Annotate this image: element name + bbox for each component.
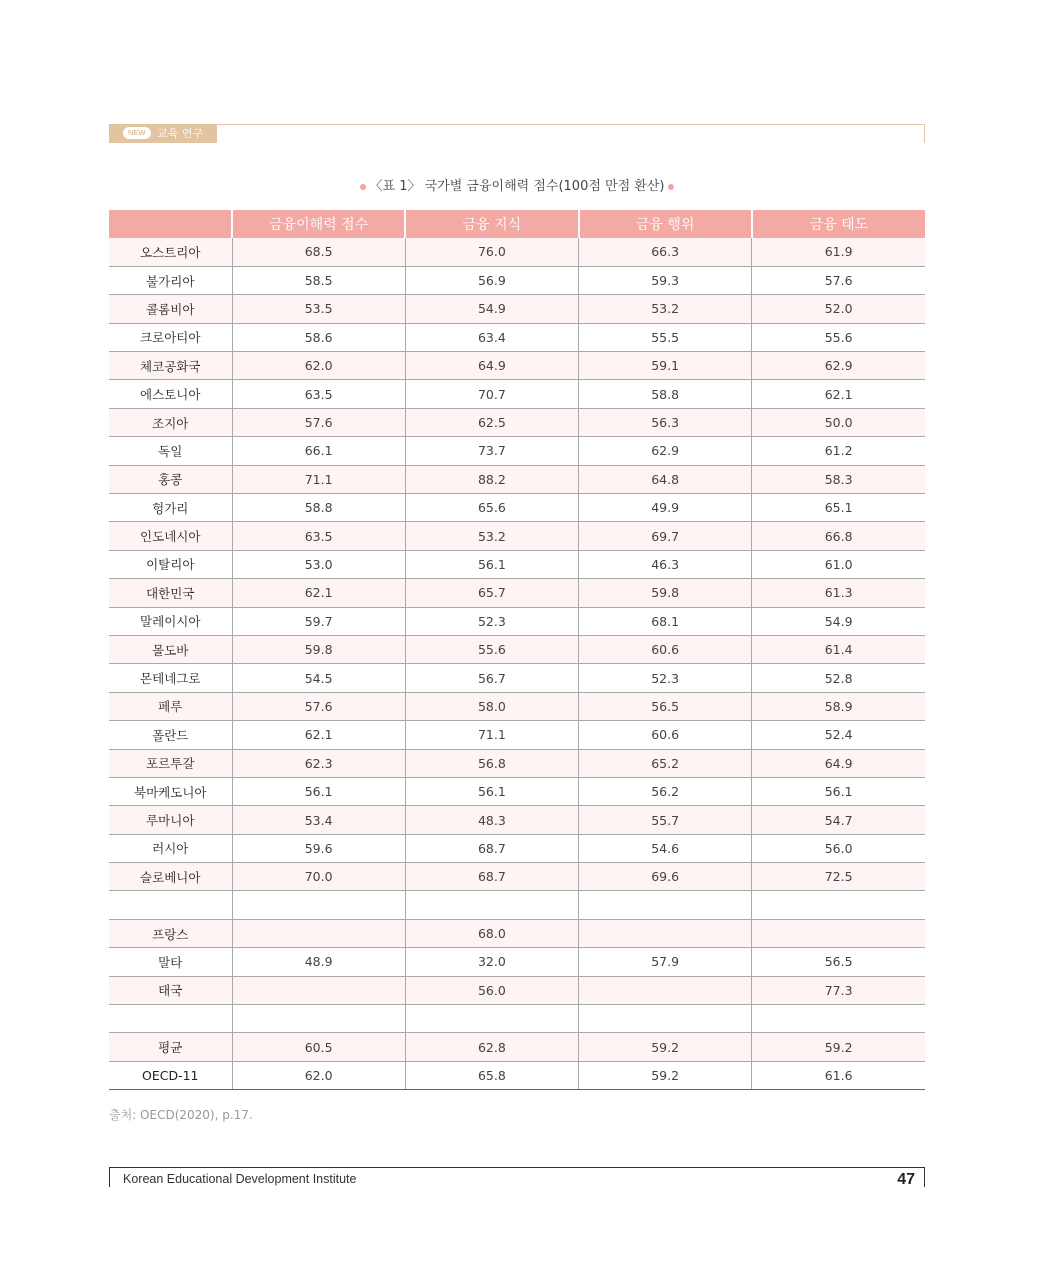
- table-row: [109, 664, 925, 692]
- table-row: [109, 266, 925, 294]
- table-header-row: [109, 210, 925, 238]
- value-cell: 54.6: [579, 834, 752, 862]
- value-cell: 64.8: [579, 465, 752, 493]
- table-row: [109, 295, 925, 323]
- value-cell: 69.7: [579, 522, 752, 550]
- country-cell: 태국: [109, 976, 232, 1004]
- country-cell: 헝가리: [109, 494, 232, 522]
- header-rule-end: [924, 124, 925, 143]
- value-cell: 55.5: [579, 323, 752, 351]
- value-cell: 62.1: [232, 721, 405, 749]
- value-cell: 54.5: [232, 664, 405, 692]
- value-cell: 55.7: [579, 806, 752, 834]
- country-cell: 체코공화국: [109, 352, 232, 380]
- value-cell: 56.5: [752, 948, 925, 976]
- value-cell: 60.5: [232, 1033, 405, 1061]
- value-cell: 69.6: [579, 863, 752, 891]
- footer-rule-left: [109, 1167, 110, 1187]
- value-cell: 57.6: [752, 266, 925, 294]
- value-cell: 56.1: [752, 777, 925, 805]
- value-cell: 63.4: [405, 323, 578, 351]
- value-cell: 58.8: [579, 380, 752, 408]
- value-cell: 62.9: [579, 437, 752, 465]
- value-cell: 58.0: [405, 692, 578, 720]
- value-cell: 63.5: [232, 522, 405, 550]
- country-cell: 폴란드: [109, 721, 232, 749]
- value-cell: 61.2: [752, 437, 925, 465]
- country-cell: [109, 1005, 232, 1033]
- value-cell: 58.3: [752, 465, 925, 493]
- value-cell: 53.0: [232, 550, 405, 578]
- country-cell: 러시아: [109, 834, 232, 862]
- table-row: [109, 1061, 925, 1089]
- table-row: [109, 1033, 925, 1061]
- source-note: 출처: OECD(2020), p.17.: [109, 1108, 253, 1122]
- value-cell: 56.1: [232, 777, 405, 805]
- value-cell: 62.3: [232, 749, 405, 777]
- value-cell: 58.6: [232, 323, 405, 351]
- value-cell: 68.7: [405, 863, 578, 891]
- value-cell: 65.6: [405, 494, 578, 522]
- value-cell: 48.9: [232, 948, 405, 976]
- value-cell: 56.0: [752, 834, 925, 862]
- value-cell: [579, 891, 752, 919]
- value-cell: 59.1: [579, 352, 752, 380]
- country-cell: 독일: [109, 437, 232, 465]
- value-cell: [579, 976, 752, 1004]
- value-cell: 68.1: [579, 607, 752, 635]
- table-row: [109, 579, 925, 607]
- table-row: [109, 494, 925, 522]
- section-label: 교육 연구: [157, 127, 204, 140]
- table-caption: [109, 178, 925, 196]
- value-cell: 77.3: [752, 976, 925, 1004]
- value-cell: 65.7: [405, 579, 578, 607]
- country-cell: 오스트리아: [109, 238, 232, 266]
- value-cell: [232, 891, 405, 919]
- value-cell: 52.8: [752, 664, 925, 692]
- value-cell: 65.2: [579, 749, 752, 777]
- column-header: [109, 210, 232, 238]
- value-cell: 57.6: [232, 692, 405, 720]
- country-cell: 몰도바: [109, 635, 232, 663]
- value-cell: 56.1: [405, 777, 578, 805]
- value-cell: 72.5: [752, 863, 925, 891]
- value-cell: 62.1: [232, 579, 405, 607]
- table-row: [109, 408, 925, 436]
- value-cell: 52.3: [405, 607, 578, 635]
- footer-rule: [109, 1167, 925, 1168]
- value-cell: 58.5: [232, 266, 405, 294]
- value-cell: 56.8: [405, 749, 578, 777]
- value-cell: 62.1: [752, 380, 925, 408]
- value-cell: 62.8: [405, 1033, 578, 1061]
- value-cell: 63.5: [232, 380, 405, 408]
- caption-text: 〈표 1〉 국가별 금융이해력 점수(100점 만점 환산): [369, 179, 665, 194]
- country-cell: [109, 891, 232, 919]
- country-cell: 루마니아: [109, 806, 232, 834]
- value-cell: 61.9: [752, 238, 925, 266]
- value-cell: [752, 1005, 925, 1033]
- value-cell: 61.4: [752, 635, 925, 663]
- value-cell: 59.8: [579, 579, 752, 607]
- value-cell: [232, 1005, 405, 1033]
- table-row: [109, 721, 925, 749]
- value-cell: 59.2: [579, 1033, 752, 1061]
- running-header: [109, 124, 925, 143]
- value-cell: 52.0: [752, 295, 925, 323]
- table-row: [109, 635, 925, 663]
- value-cell: 60.6: [579, 635, 752, 663]
- new-badge: NEW: [123, 127, 151, 139]
- value-cell: 56.9: [405, 266, 578, 294]
- table-row: [109, 777, 925, 805]
- country-cell: 대한민국: [109, 579, 232, 607]
- value-cell: 57.9: [579, 948, 752, 976]
- table-row: [109, 919, 925, 947]
- table-row: [109, 692, 925, 720]
- value-cell: 59.2: [752, 1033, 925, 1061]
- value-cell: [405, 1005, 578, 1033]
- value-cell: 61.6: [752, 1061, 925, 1089]
- value-cell: [579, 919, 752, 947]
- financial-literacy-table: [109, 210, 925, 1090]
- value-cell: 62.9: [752, 352, 925, 380]
- table-row: [109, 834, 925, 862]
- value-cell: 62.0: [232, 352, 405, 380]
- value-cell: 62.0: [232, 1061, 405, 1089]
- value-cell: 56.5: [579, 692, 752, 720]
- country-cell: OECD-11: [109, 1061, 232, 1089]
- country-cell: 몬테네그로: [109, 664, 232, 692]
- country-cell: 이탈리아: [109, 550, 232, 578]
- value-cell: [232, 976, 405, 1004]
- table-row: [109, 238, 925, 266]
- country-cell: 인도네시아: [109, 522, 232, 550]
- country-cell: 조지아: [109, 408, 232, 436]
- value-cell: 50.0: [752, 408, 925, 436]
- footer-rule-right: [924, 1167, 925, 1187]
- value-cell: 32.0: [405, 948, 578, 976]
- table-row: [109, 749, 925, 777]
- value-cell: 68.0: [405, 919, 578, 947]
- column-header: 금융 행위: [579, 210, 752, 238]
- value-cell: 49.9: [579, 494, 752, 522]
- column-header: 금융 지식: [405, 210, 578, 238]
- table-row: [109, 607, 925, 635]
- table-row: [109, 1005, 925, 1033]
- table-row: [109, 380, 925, 408]
- value-cell: 55.6: [405, 635, 578, 663]
- page-footer: [109, 1167, 925, 1187]
- value-cell: 54.7: [752, 806, 925, 834]
- country-cell: 평균: [109, 1033, 232, 1061]
- table-row: [109, 550, 925, 578]
- value-cell: [752, 919, 925, 947]
- value-cell: 53.2: [579, 295, 752, 323]
- value-cell: 59.2: [579, 1061, 752, 1089]
- country-cell: 홍콩: [109, 465, 232, 493]
- table-row: [109, 352, 925, 380]
- value-cell: 59.6: [232, 834, 405, 862]
- value-cell: 56.7: [405, 664, 578, 692]
- value-cell: [579, 1005, 752, 1033]
- value-cell: 61.3: [752, 579, 925, 607]
- country-cell: 슬로베니아: [109, 863, 232, 891]
- country-cell: 크로아티아: [109, 323, 232, 351]
- value-cell: 60.6: [579, 721, 752, 749]
- value-cell: 62.5: [405, 408, 578, 436]
- value-cell: 52.3: [579, 664, 752, 692]
- value-cell: 68.7: [405, 834, 578, 862]
- value-cell: 66.8: [752, 522, 925, 550]
- country-cell: 말타: [109, 948, 232, 976]
- value-cell: 59.8: [232, 635, 405, 663]
- value-cell: [405, 891, 578, 919]
- column-header: 금융 태도: [752, 210, 925, 238]
- caption-dot-right: [668, 184, 674, 190]
- value-cell: 61.0: [752, 550, 925, 578]
- section-tag: [109, 124, 217, 143]
- value-cell: 70.0: [232, 863, 405, 891]
- country-cell: 콜롬비아: [109, 295, 232, 323]
- value-cell: 53.2: [405, 522, 578, 550]
- country-cell: 페루: [109, 692, 232, 720]
- value-cell: 64.9: [405, 352, 578, 380]
- table-row: [109, 522, 925, 550]
- header-rule: [217, 124, 925, 125]
- table-row: [109, 465, 925, 493]
- value-cell: 56.2: [579, 777, 752, 805]
- value-cell: 66.1: [232, 437, 405, 465]
- value-cell: 58.8: [232, 494, 405, 522]
- table-row: [109, 806, 925, 834]
- table-body: [109, 238, 925, 1090]
- value-cell: 57.6: [232, 408, 405, 436]
- country-cell: 불가리아: [109, 266, 232, 294]
- value-cell: 76.0: [405, 238, 578, 266]
- value-cell: 56.0: [405, 976, 578, 1004]
- table-row: [109, 323, 925, 351]
- table-row: [109, 863, 925, 891]
- value-cell: 59.3: [579, 266, 752, 294]
- value-cell: 53.4: [232, 806, 405, 834]
- value-cell: 56.3: [579, 408, 752, 436]
- value-cell: 54.9: [752, 607, 925, 635]
- caption-dot-left: [360, 184, 366, 190]
- value-cell: 88.2: [405, 465, 578, 493]
- table-row: [109, 948, 925, 976]
- column-header: 금융이해력 점수: [232, 210, 405, 238]
- value-cell: 66.3: [579, 238, 752, 266]
- institute-name: Korean Educational Development Institute: [123, 1172, 357, 1186]
- value-cell: 52.4: [752, 721, 925, 749]
- value-cell: 58.9: [752, 692, 925, 720]
- value-cell: 64.9: [752, 749, 925, 777]
- value-cell: 70.7: [405, 380, 578, 408]
- page-number: 47: [897, 1171, 915, 1188]
- value-cell: 56.1: [405, 550, 578, 578]
- value-cell: 59.7: [232, 607, 405, 635]
- table-row: [109, 891, 925, 919]
- value-cell: 65.1: [752, 494, 925, 522]
- country-cell: 프랑스: [109, 919, 232, 947]
- value-cell: 73.7: [405, 437, 578, 465]
- table-row: [109, 437, 925, 465]
- table-row: [109, 976, 925, 1004]
- value-cell: [232, 919, 405, 947]
- value-cell: [752, 891, 925, 919]
- value-cell: 48.3: [405, 806, 578, 834]
- value-cell: 55.6: [752, 323, 925, 351]
- country-cell: 말레이시아: [109, 607, 232, 635]
- value-cell: 65.8: [405, 1061, 578, 1089]
- value-cell: 54.9: [405, 295, 578, 323]
- value-cell: 68.5: [232, 238, 405, 266]
- value-cell: 46.3: [579, 550, 752, 578]
- country-cell: 북마케도니아: [109, 777, 232, 805]
- country-cell: 에스토니아: [109, 380, 232, 408]
- country-cell: 포르투갈: [109, 749, 232, 777]
- value-cell: 71.1: [232, 465, 405, 493]
- value-cell: 53.5: [232, 295, 405, 323]
- value-cell: 71.1: [405, 721, 578, 749]
